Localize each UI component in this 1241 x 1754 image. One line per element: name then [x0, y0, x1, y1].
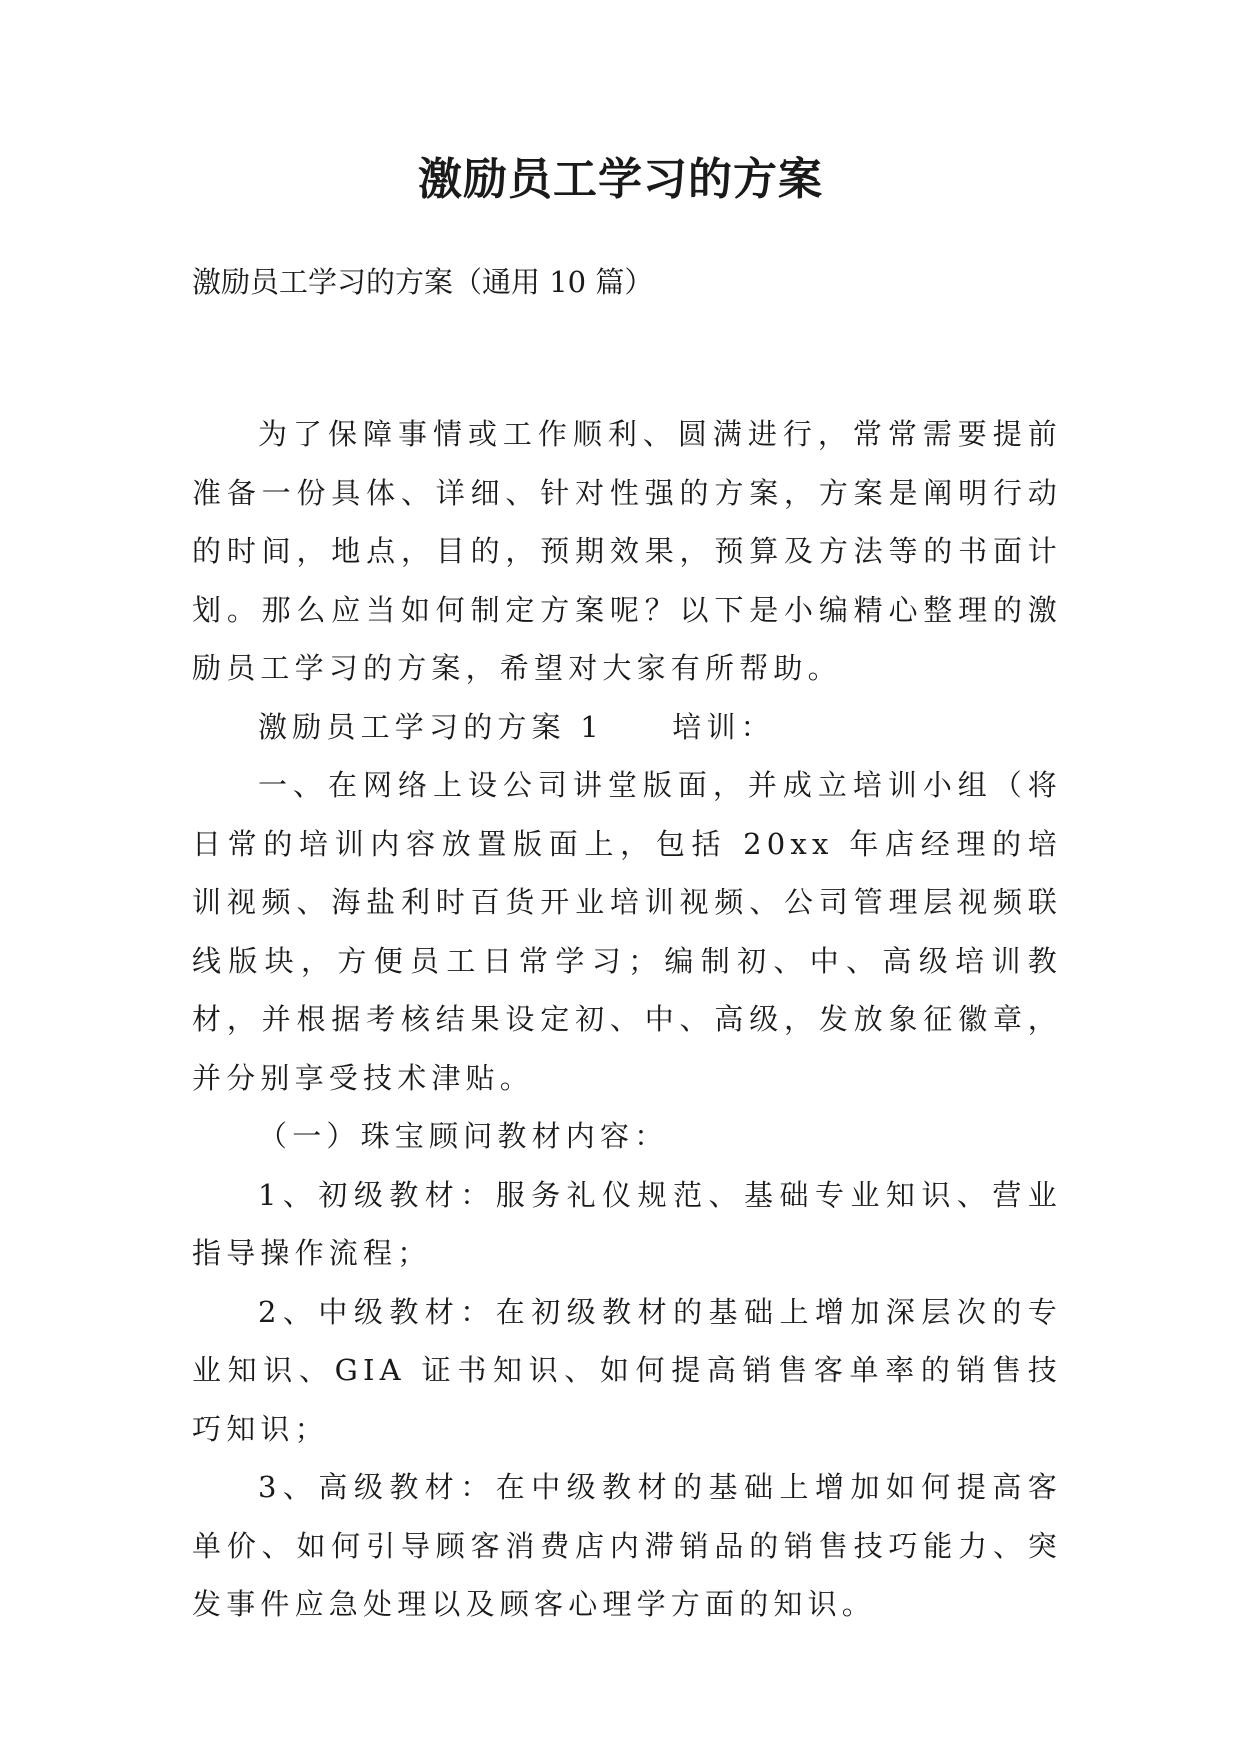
document-subtitle: 激励员工学习的方案（通用 10 篇）: [192, 265, 654, 299]
paragraph-senior-materials: 3、高级教材：在中级教材的基础上增加如何提高客单价、如何引导顾客消费店内滞销品的销售技巧能力、突发事件应急处理以及顾客心理学方面的知识。: [192, 1470, 1062, 1621]
document-body: [192, 405, 1062, 1634]
paragraph-junior-materials: 1、初级教材：服务礼仪规范、基础专业知识、营业指导操作流程；: [192, 1177, 1062, 1270]
document-title: 激励员工学习的方案: [418, 154, 823, 205]
paragraph-intro: 为了保障事情或工作顺利、圆满进行，常常需要提前准备一份具体、详细、针对性强的方案，方案是阐明行动的时间，地点，目的，预期效果，预算及方法等的书面计划。那么应当如何制定方案呢？以下是小编精心整理的激励员工学习的方案，希望对大家有所帮助。: [192, 417, 1062, 685]
paragraph-intermediate-materials: 2、中级教材：在初级教材的基础上增加深层次的专业知识、GIA 证书知识、如何提高销售客单率的销售技巧知识；: [192, 1294, 1062, 1446]
paragraph-training-platform: 一、在网络上设公司讲堂版面，并成立培训小组（将日常的培训内容放置版面上，包括 20xx 年店经理的培训视频、海盐利时百货开业培训视频、公司管理层视频联线版块，方便员工日常学习；编制初、中、高级培训教材，并根据考核结果设定初、中、高级，发放象征徽章，并分别享受技术津贴。: [192, 768, 1062, 1095]
paragraph-section-heading: 激励员工学习的方案 1 培训：: [258, 709, 775, 744]
paragraph-subheading: （一）珠宝顾问教材内容：: [258, 1119, 669, 1153]
